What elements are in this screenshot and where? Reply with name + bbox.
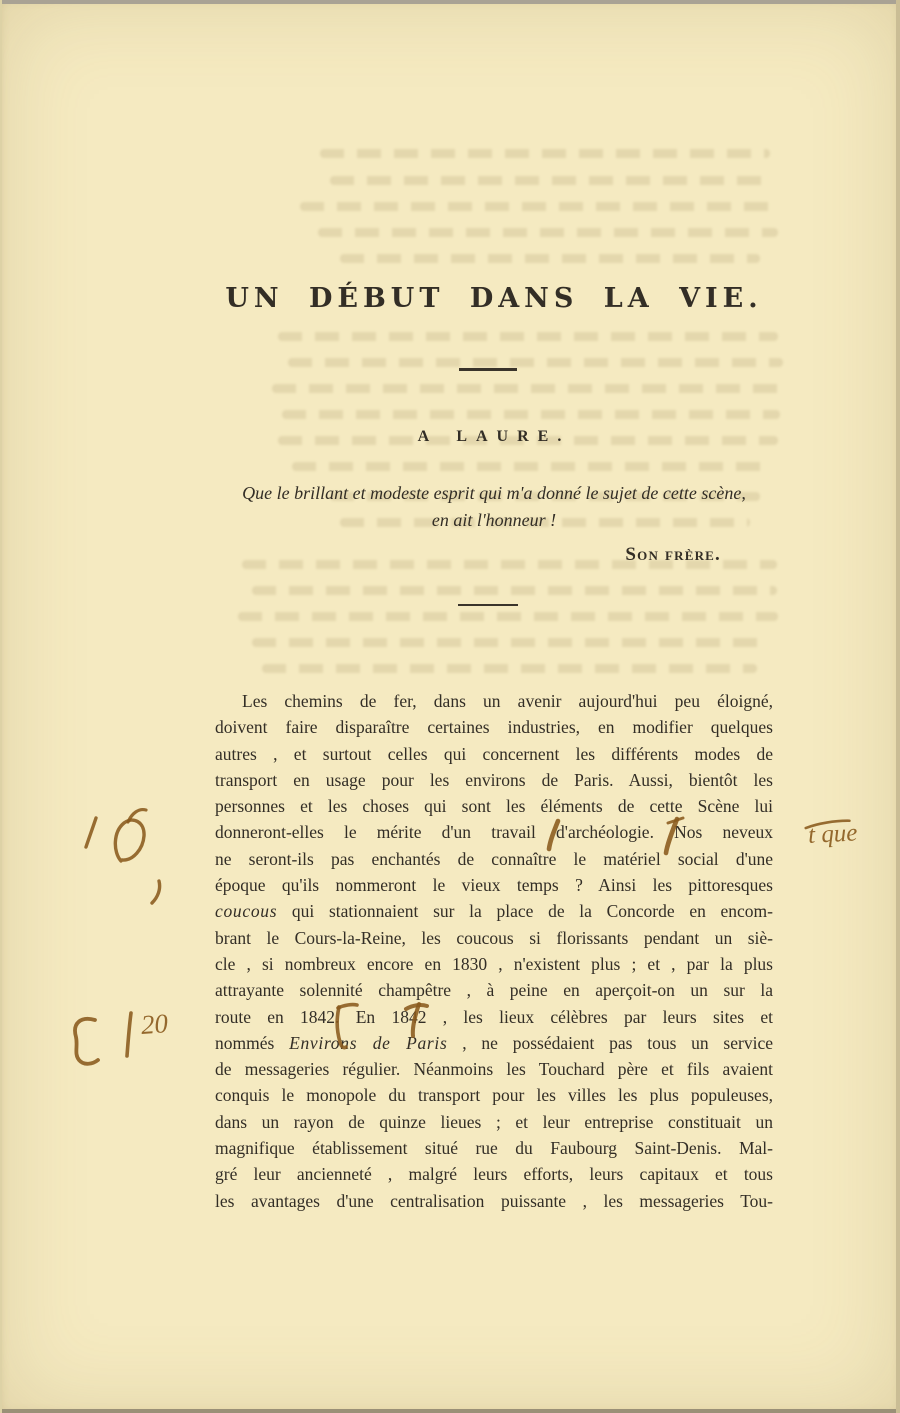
showthrough-line [300,202,780,211]
showthrough-line [272,384,784,393]
dedication-epigraph [215,480,773,534]
showthrough-line [320,149,770,158]
dedication-rule [458,604,518,606]
showthrough-line [340,254,760,263]
handwritten-margin-correction [75,1008,169,1064]
handwritten-margin-squiggle [86,810,160,903]
dedication-signature: Son frère. [625,544,721,565]
body-line: route en 1842. En 1842 , les lieux célèbres par leurs sites et [215,1006,773,1027]
showthrough-line [278,332,778,341]
body-line: de messageries régulier. Néanmoins les Touchard père et fils avaient [215,1059,773,1080]
body-line: Les chemins de fer, dans un avenir aujourd'hui peu éloigné, [242,691,773,711]
body-line: donneront-elles le mérite d'un travail d'archéologie. Nos neveux [215,822,773,843]
body-line: brant le Cours-la-Reine, les coucous si florissants pendant un siè- [215,927,773,948]
showthrough-line [318,228,778,237]
page-title: UN DÉBUT DANS LA VIE. [225,283,763,314]
showthrough-line [330,176,770,185]
showthrough-line [292,462,767,471]
body-line: gré leur ancienneté , malgré leurs efforts, leurs capitaux et tous [215,1164,773,1185]
body-line: autres , et surtout celles qui concernent les différents modes de [215,743,773,764]
body-line: doivent faire disparaître certaines industries, en modifier quelques [215,717,773,738]
body-line: dans un rayon de quinze lieues ; et leur entreprise constituait un [215,1111,773,1132]
showthrough-line [252,586,777,595]
showthrough-line [282,410,780,419]
showthrough-line [262,664,757,673]
body-line: conquis le monopole du transport pour les villes les plus populeuses, [215,1085,773,1106]
body-line: époque qu'ils nommeront le vieux temps ? Ainsi les pittoresques [215,875,773,896]
scan-edge-left [0,0,2,1413]
body-line: ne seront-ils pas enchantés de connaître le matériel social d'une [215,848,773,869]
body-line: attrayante solennité champêtre , à peine en aperçoit-on un sur la [215,980,773,1001]
showthrough-line [252,638,767,647]
showthrough-line [238,612,778,621]
body-line: magnifique établissement situé rue du Faubourg Saint-Denis. Mal- [215,1138,773,1159]
scan-edge-bottom [0,1409,900,1413]
body-line: cle , si nombreux encore en 1830 , n'existent plus ; et , par la plus [215,953,773,974]
scan-edge-top [0,0,900,4]
body-line: transport en usage pour les environs de Paris. Aussi, bientôt les [215,769,773,790]
body-line: personnes et les choses qui sont les éléments de cette Scène lui [215,796,773,817]
epigraph-line: Que le brillant et modeste esprit qui m'a donné le sujet de cette scène, [242,483,746,503]
body-line: coucous qui stationnaient sur la place de la Concorde en encom- [215,901,773,922]
body-line: nommés Environs de Paris , ne possédaient pas tous un service [215,1032,773,1053]
dedication-addressee: A LAURE. [417,428,571,445]
scan-edge-right [896,0,900,1413]
handwritten-right-margin-note [805,819,858,849]
svg-text:20: 20 [139,1008,169,1040]
epigraph-line: en ait l'honneur ! [431,510,557,530]
showthrough-line [288,358,783,367]
body-line: les avantages d'une centralisation puissante , les messageries Tou- [215,1190,773,1211]
body-text [215,688,773,1214]
title-rule [459,368,517,371]
svg-text:t que: t que [807,819,859,849]
